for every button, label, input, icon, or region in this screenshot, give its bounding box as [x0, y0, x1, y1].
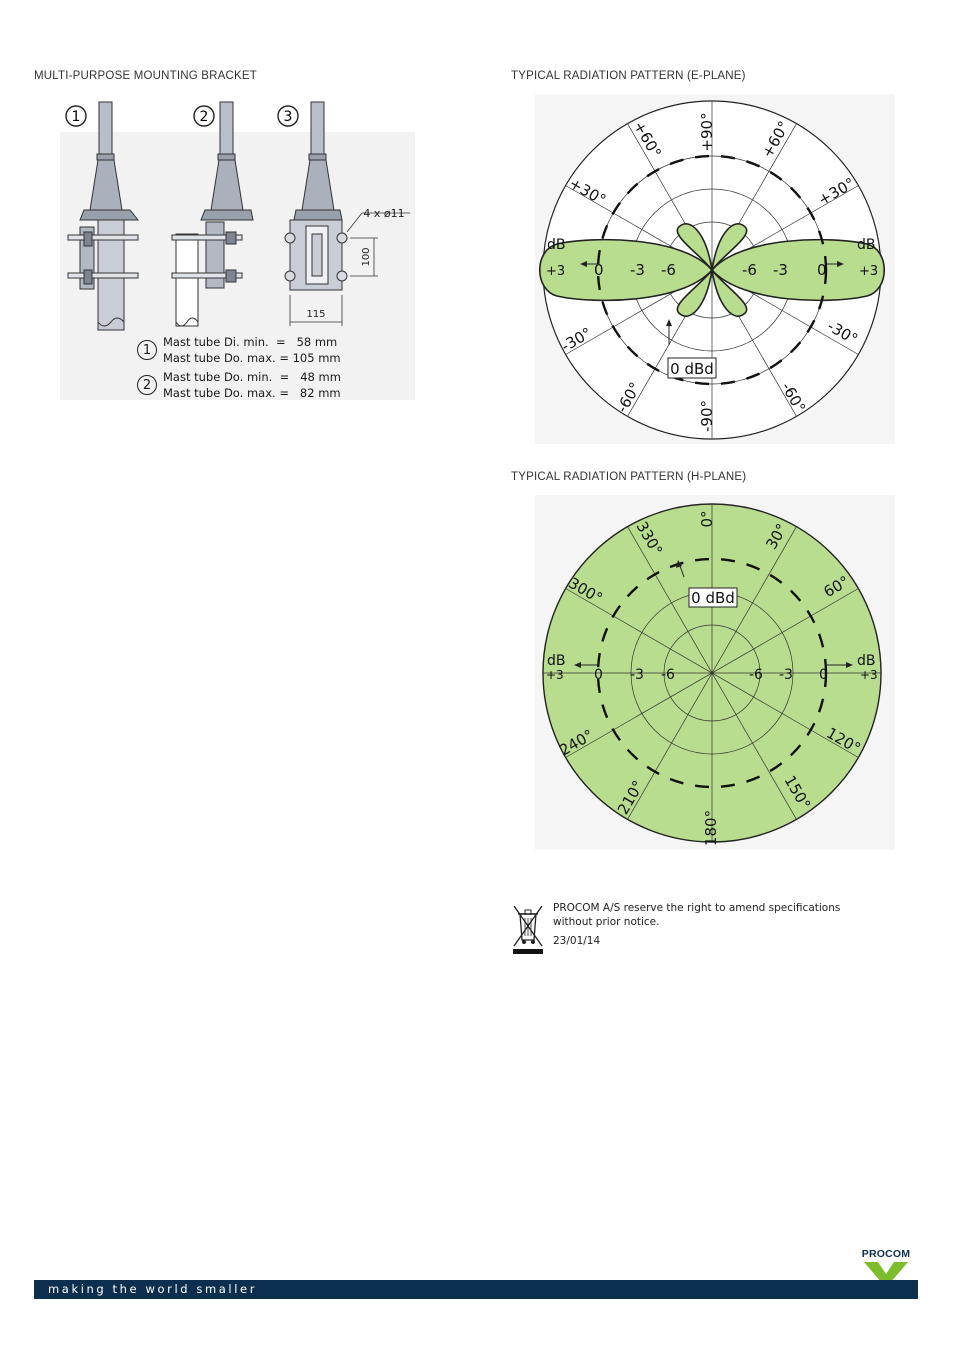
h-plane-angle-120: 120° — [823, 723, 864, 758]
e-plane-scale-left-0: 0 — [594, 261, 604, 279]
e-plane-ref-label: 0 dBd — [670, 360, 714, 378]
document-date: 23/01/14 — [553, 935, 601, 947]
disclaimer — [553, 902, 840, 929]
e-plane-angle-upper-right-30: +30° — [815, 174, 858, 210]
e-plane-scale-right-0: 0 — [817, 261, 827, 279]
h-plane-scale-left-minus3: -3 — [630, 667, 644, 683]
e-plane-scale-left-minus6: -6 — [661, 261, 676, 279]
e-plane-angle-lower-left-30: -30° — [558, 323, 595, 356]
h-plane-angle-60: 60° — [820, 572, 853, 602]
h-plane-scale-right-minus6: -6 — [749, 667, 763, 683]
h-plane-scale-right-0: 0 — [819, 667, 828, 683]
e-plane-scale-right-minus3: -3 — [773, 261, 788, 279]
bracket-label-3: 3 — [283, 109, 293, 125]
bracket-label-2: 2 — [199, 109, 209, 125]
h-plane-scale-left-plus3: +3 — [546, 668, 564, 682]
h-plane-db-right: dB — [857, 653, 876, 669]
bracket-title: MULTI-PURPOSE MOUNTING BRACKET — [34, 70, 258, 82]
bracket-spec-1 — [137, 334, 341, 366]
e-plane-db-left: dB — [547, 237, 566, 253]
e-plane-angle-lower-right-60: -60° — [777, 379, 810, 416]
e-plane-angle-upper-right-60: +60° — [758, 118, 794, 161]
h-plane-title: TYPICAL RADIATION PATTERN (H-PLANE) — [511, 471, 747, 483]
h-plane-ref-label: 0 dBd — [691, 589, 735, 607]
h-plane-pattern — [535, 495, 895, 850]
e-plane-db-right: dB — [857, 237, 876, 253]
e-plane-title: TYPICAL RADIATION PATTERN (E-PLANE) — [511, 70, 746, 82]
h-plane-scale-right-minus3: -3 — [779, 667, 793, 683]
h-plane-angle-330: 330° — [632, 518, 667, 559]
bracket-specs — [137, 334, 341, 404]
e-plane-pattern — [535, 94, 895, 444]
bracket-spec-2-line-1: Mast tube Do. min. = 48 mm — [163, 370, 341, 384]
e-plane-scale-left-plus3: +3 — [546, 264, 566, 279]
footer-band — [34, 1280, 918, 1299]
e-plane-angle-upper-left-60: +60° — [629, 118, 665, 161]
h-plane-angle-300: 300° — [565, 573, 606, 608]
h-plane-scale-left-minus6: -6 — [661, 667, 675, 683]
disclaimer-line-1: PROCOM A/S reserve the right to amend specifications — [553, 902, 841, 914]
e-plane-angle-lower-left-60: -60° — [612, 379, 645, 416]
e-plane-angle-upper-left-30: +30° — [566, 174, 609, 210]
e-plane-angle-top: +90° — [698, 112, 716, 152]
bracket-spec-1-line-2: Mast tube Do. max. = 105 mm — [163, 351, 341, 365]
bracket-spec-1-number: 1 — [137, 340, 157, 360]
h-plane-angle-0: 0° — [698, 510, 716, 528]
e-plane-scale-right-minus6: -6 — [742, 261, 757, 279]
weee-bin-icon — [511, 902, 545, 956]
h-plane-angle-210: 210° — [613, 777, 648, 818]
disclaimer-line-2: without prior notice. — [553, 915, 660, 928]
e-plane-angle-lower-right-30: -30° — [824, 316, 861, 349]
h-plane-scale-left-0: 0 — [594, 667, 603, 683]
h-plane-angle-240: 240° — [556, 725, 597, 760]
e-plane-scale-left-minus3: -3 — [630, 261, 645, 279]
bracket-spec-1-line-1: Mast tube Di. min. = 58 mm — [163, 335, 338, 349]
h-plane-angle-180: 180° — [702, 809, 720, 847]
h-plane-angle-150: 150° — [780, 772, 815, 813]
h-plane-db-left: dB — [547, 653, 566, 669]
e-plane-angle-bottom: -90° — [698, 400, 716, 432]
procom-logo-text: PROCOM — [861, 1248, 911, 1260]
h-plane-angle-30: 30° — [762, 520, 792, 553]
tagline: making the world smaller — [48, 1282, 258, 1296]
bracket-spec-2 — [137, 369, 341, 401]
bracket-dim-height: 100 — [361, 247, 372, 267]
bracket-dim-holes: 4 x ø11 — [363, 207, 405, 220]
e-plane-scale-right-plus3: +3 — [859, 264, 879, 279]
bracket-spec-2-line-2: Mast tube Do. max. = 82 mm — [163, 386, 341, 400]
bracket-spec-2-number: 2 — [137, 375, 157, 395]
h-plane-scale-right-plus3: +3 — [860, 668, 878, 682]
bracket-label-1: 1 — [71, 109, 81, 125]
bracket-dim-width: 115 — [306, 309, 326, 320]
